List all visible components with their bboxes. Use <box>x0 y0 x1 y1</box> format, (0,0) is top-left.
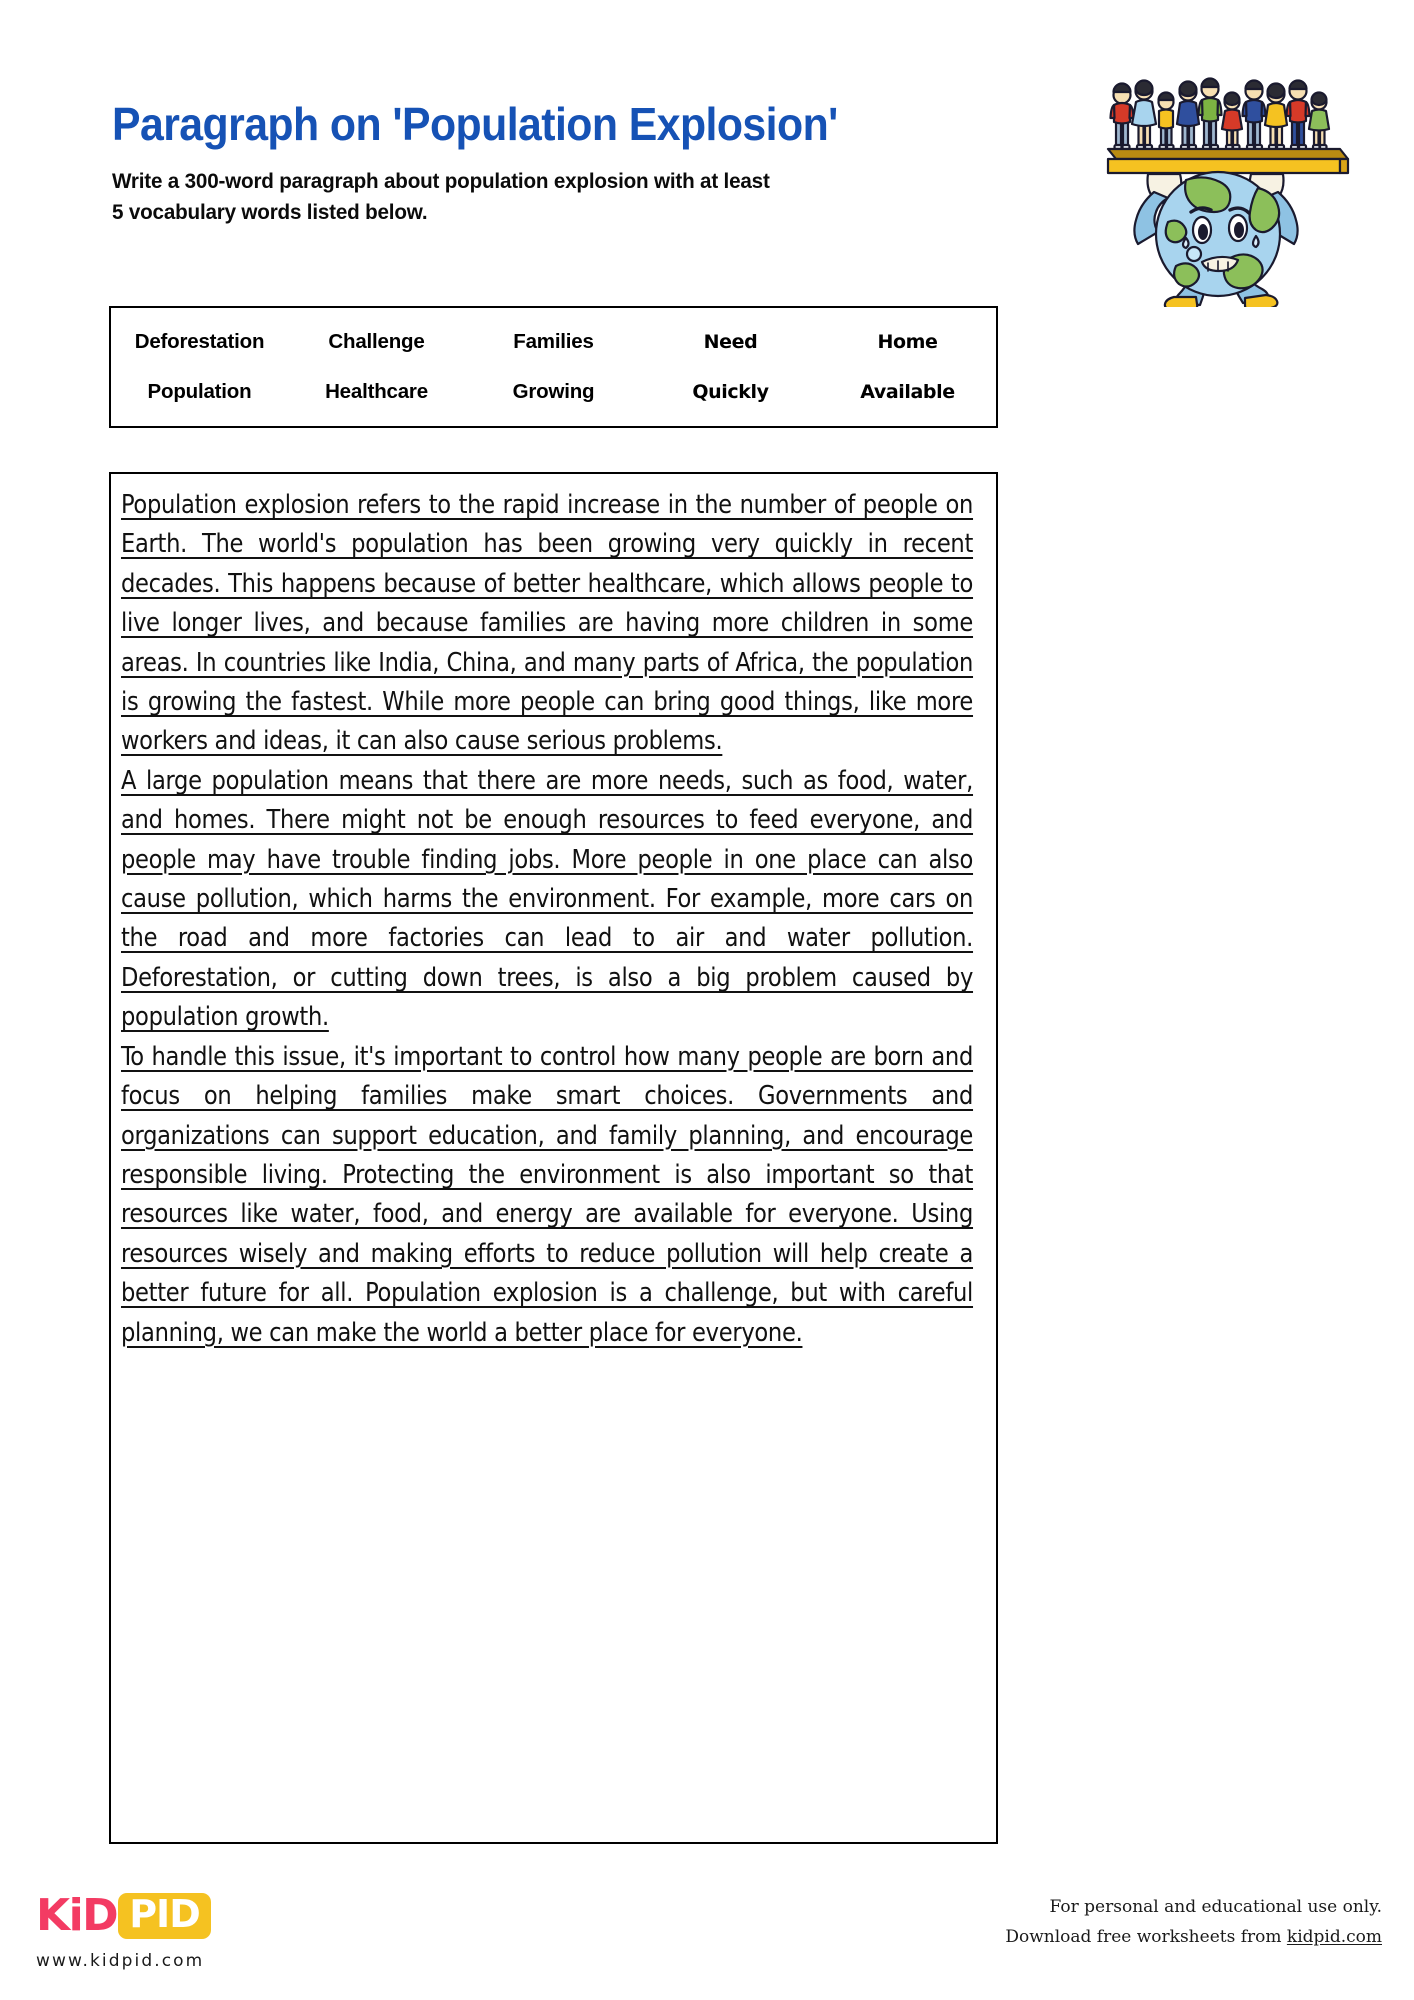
logo-website-url[interactable]: www.kidpid.com <box>36 1951 205 1971</box>
vocabulary-word: Population <box>147 380 252 403</box>
kidpid-link[interactable]: kidpid.com <box>1286 1926 1382 1947</box>
footer-usage-note <box>1005 1893 1382 1953</box>
person-figure <box>1199 79 1222 150</box>
person-figure <box>1265 84 1287 150</box>
answer-paragraph-3-text: To handle this issue, it's important to control how many people are born and focus on helping families make smart choices. Governments and organizations can support education, and family planning, and encourage responsible living. Protecting the environment is also important so that resources like water, food, and energy are available for everyone. Using resources wisely and making efforts to reduce pollution will help create a better future for all. Population explosion is a challenge, but with careful planning, we can make the world a better place for everyone. <box>121 1041 974 1348</box>
vocabulary-word: Quickly <box>692 381 769 403</box>
vocabulary-word: Challenge <box>328 330 425 353</box>
answer-paragraph-3 <box>121 1038 973 1353</box>
footer-note-prefix: Download free worksheets from <box>1005 1926 1287 1947</box>
logo-kid-text: KiD <box>36 1890 118 1941</box>
vocabulary-word: Home <box>877 331 938 353</box>
instructions-line-2: 5 vocabulary words listed below. <box>112 199 428 224</box>
vocabulary-word: Growing <box>512 380 595 403</box>
footer-note-line-1: For personal and educational use only. <box>1049 1897 1382 1917</box>
vocabulary-row <box>111 367 996 417</box>
vocabulary-word-bank <box>109 306 998 428</box>
vocabulary-word: Healthcare <box>325 380 428 403</box>
instructions <box>112 166 899 228</box>
person-figure <box>1287 81 1310 150</box>
person-figure <box>1111 84 1134 150</box>
answer-paragraph-1-text: Population explosion refers to the rapid increase in the number of people on Earth. The world's population has been growing very quickly in recent decades. This happens because of better healthcare, which allows people to live longer lives, and because families are having more children in some areas. In countries like India, China, and many parts of Africa, the population is growing the fastest. While more people can bring good things, like more workers and ideas, it can also cause serious problems. <box>121 490 974 757</box>
plank <box>1108 149 1348 173</box>
vocabulary-word: Available <box>860 381 955 403</box>
kidpid-logo[interactable] <box>36 1890 366 1971</box>
vocabulary-word: Families <box>513 330 594 353</box>
answer-paragraph-1 <box>121 486 973 762</box>
footer-note-line-2 <box>1005 1923 1382 1953</box>
person-figure <box>1309 93 1329 150</box>
page-title: Paragraph on 'Population Explosion' <box>112 98 838 150</box>
answer-paragraph-2 <box>121 762 973 1038</box>
answer-paragraph-2-text: A large population means that there are more needs, such as food, water, and homes. There might not be enough resources to feed everyone, and people may have trouble finding jobs. More people in one place can also cause pollution, which harms the environment. For example, more cars on the road and more factories can lead to air and water pollution. Deforestation, or cutting down trees, is also a big problem caused by population growth. <box>121 765 974 1033</box>
vocabulary-word: Deforestation <box>134 330 265 353</box>
person-figure <box>1243 81 1266 150</box>
worksheet-header <box>112 100 892 228</box>
answer-writing-area[interactable] <box>109 472 998 1844</box>
logo-mark <box>36 1890 366 1942</box>
instructions-line-1: Write a 300-word paragraph about population explosion with at least <box>112 168 770 193</box>
vocabulary-row <box>111 317 996 367</box>
person-figure <box>1222 93 1242 150</box>
logo-pid-text: PID <box>118 1893 211 1939</box>
person-figure <box>1159 93 1174 150</box>
person-figure <box>1177 82 1199 150</box>
earth-holding-people-illustration <box>1090 62 1370 307</box>
person-figure <box>1132 81 1156 150</box>
vocabulary-word: Need <box>703 331 758 353</box>
